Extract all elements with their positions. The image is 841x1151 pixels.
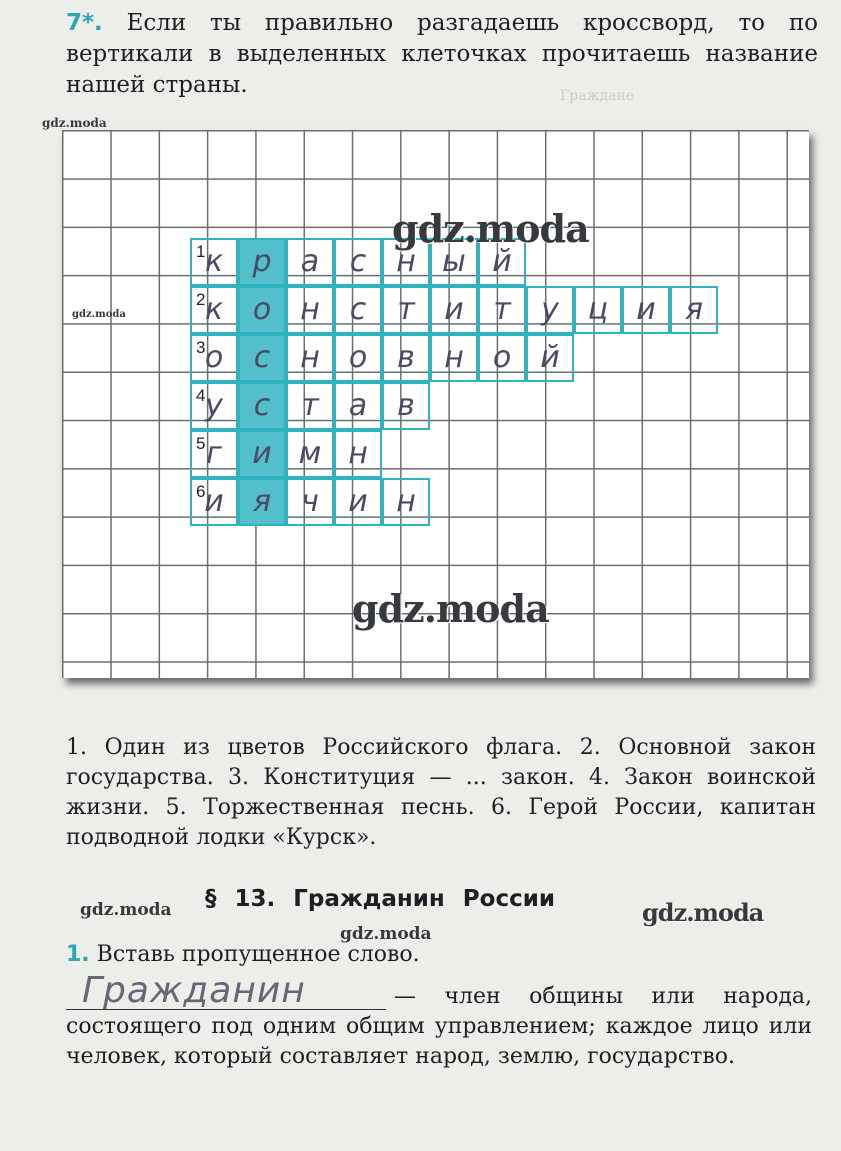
crossword-letter: н — [300, 340, 320, 375]
crossword-cell — [382, 334, 430, 382]
crossword-cell — [190, 430, 238, 478]
crossword-letter: к — [204, 244, 224, 279]
task-1-definition — [66, 982, 812, 1072]
crossword-letter: и — [204, 484, 224, 519]
crossword-highlight-cell — [238, 430, 286, 478]
crossword-cell — [286, 430, 334, 478]
crossword-cell — [286, 382, 334, 430]
crossword-letter: с — [253, 388, 271, 423]
crossword-cell — [334, 238, 382, 286]
crossword-letter: ц — [587, 292, 609, 327]
crossword-letter: г — [206, 436, 222, 471]
watermark: gdz.moda — [42, 116, 107, 130]
crossword-cell — [574, 286, 622, 334]
crossword-cell — [430, 286, 478, 334]
crossword-cell — [382, 286, 430, 334]
crossword-cell — [334, 334, 382, 382]
crossword-cell — [382, 478, 430, 526]
crossword-letter: н — [348, 436, 368, 471]
crossword-cell — [526, 286, 574, 334]
crossword-cell — [190, 382, 238, 430]
handwritten-answer: Гражданин — [82, 970, 306, 1011]
crossword-highlight-cell — [238, 334, 286, 382]
watermark: gdz.moda — [72, 309, 126, 320]
crossword-letter: о — [252, 292, 272, 327]
task-1-number: 1. — [66, 942, 90, 967]
crossword-letter: у — [205, 388, 223, 423]
crossword-row-number: 1 — [196, 242, 206, 261]
crossword-highlight-cell — [238, 478, 286, 526]
watermark: gdz.moda — [392, 206, 589, 251]
crossword-cell — [334, 430, 382, 478]
crossword-cell — [478, 286, 526, 334]
task-7 — [66, 8, 818, 101]
task-7-number: 7*. — [66, 10, 103, 36]
definition-text: — член общины или народа, состоящего под одним общим управлением; каждое лицо или человек, который составляет народ, землю, государство. — [66, 984, 812, 1069]
crossword-cell — [478, 334, 526, 382]
crossword-letter: и — [636, 292, 656, 327]
crossword-cell — [382, 382, 430, 430]
crossword-cell — [190, 478, 238, 526]
crossword-cell — [190, 334, 238, 382]
crossword-cell — [286, 238, 334, 286]
crossword-letter: а — [300, 244, 320, 279]
crossword-cell — [190, 238, 238, 286]
crossword-letter: я — [252, 484, 272, 519]
watermark: gdz.moda — [80, 900, 172, 920]
crossword-letter: н — [396, 244, 416, 279]
crossword-letter: и — [444, 292, 464, 327]
crossword-letter: ы — [442, 244, 466, 279]
watermark: gdz.moda — [352, 586, 549, 631]
crossword-row-number: 4 — [196, 386, 206, 405]
crossword-cell — [670, 286, 718, 334]
crossword-row-number: 3 — [196, 338, 206, 357]
crossword-letter: к — [204, 292, 224, 327]
crossword-letter: у — [541, 292, 559, 327]
crossword-highlight-cell — [238, 286, 286, 334]
watermark: gdz.moda — [340, 924, 432, 944]
crossword-cell — [334, 382, 382, 430]
crossword-row-number: 2 — [196, 290, 206, 309]
crossword-letter: и — [348, 484, 368, 519]
crossword-letter: с — [253, 340, 271, 375]
crossword-cell — [334, 478, 382, 526]
crossword-letter: т — [301, 388, 319, 423]
task-7-text: Если ты правильно разгадаешь кроссворд, то по вертикали в выделенных клеточках прочитаешь название нашей страны. — [66, 10, 818, 98]
crossword-cell — [190, 286, 238, 334]
crossword-highlight-cell — [238, 382, 286, 430]
section-title: § 13. Гражданин России — [205, 886, 555, 912]
watermark: gdz.moda — [642, 898, 764, 927]
crossword-letter: р — [252, 244, 272, 279]
crossword-letter: й — [492, 244, 512, 279]
crossword-cell — [286, 334, 334, 382]
crossword-letter: в — [397, 388, 415, 423]
crossword-letter: т — [493, 292, 511, 327]
crossword-cell — [286, 478, 334, 526]
crossword-cell — [286, 286, 334, 334]
task-1-instruction — [66, 942, 420, 967]
crossword-cell — [526, 334, 574, 382]
crossword-letter: т — [397, 292, 415, 327]
crossword-letter: о — [348, 340, 368, 375]
crossword-cell — [430, 334, 478, 382]
crossword-letter: и — [252, 436, 272, 471]
crossword-letter: й — [540, 340, 560, 375]
crossword-letter: в — [397, 340, 415, 375]
crossword-cell — [334, 286, 382, 334]
crossword-row-number: 6 — [196, 482, 206, 501]
crossword-letter: н — [444, 340, 464, 375]
crossword-clues: 1. Один из цветов Российского флага. 2. Основной закон государства. 3. Конституция — ... закон. 4. Закон воинской жизни. 5. Торжественная песнь. 6. Герой России, капитан подводной лодки «Курск». — [66, 735, 816, 850]
crossword-letter: я — [684, 292, 704, 327]
crossword-letter: а — [348, 388, 368, 423]
task-1-text: Вставь пропущенное слово. — [96, 942, 420, 967]
crossword-row-number: 5 — [196, 434, 206, 453]
show-through-text: Граждане — [560, 88, 635, 104]
crossword-letter: о — [492, 340, 512, 375]
crossword-cell — [622, 286, 670, 334]
crossword-letter: н — [300, 292, 320, 327]
crossword-letter: ч — [301, 484, 319, 519]
crossword-letter: о — [204, 340, 224, 375]
crossword-letter: м — [298, 436, 322, 471]
crossword-highlight-cell — [238, 238, 286, 286]
crossword-letter: н — [396, 484, 416, 519]
crossword-letter: с — [349, 244, 367, 279]
crossword-letter: с — [349, 292, 367, 327]
